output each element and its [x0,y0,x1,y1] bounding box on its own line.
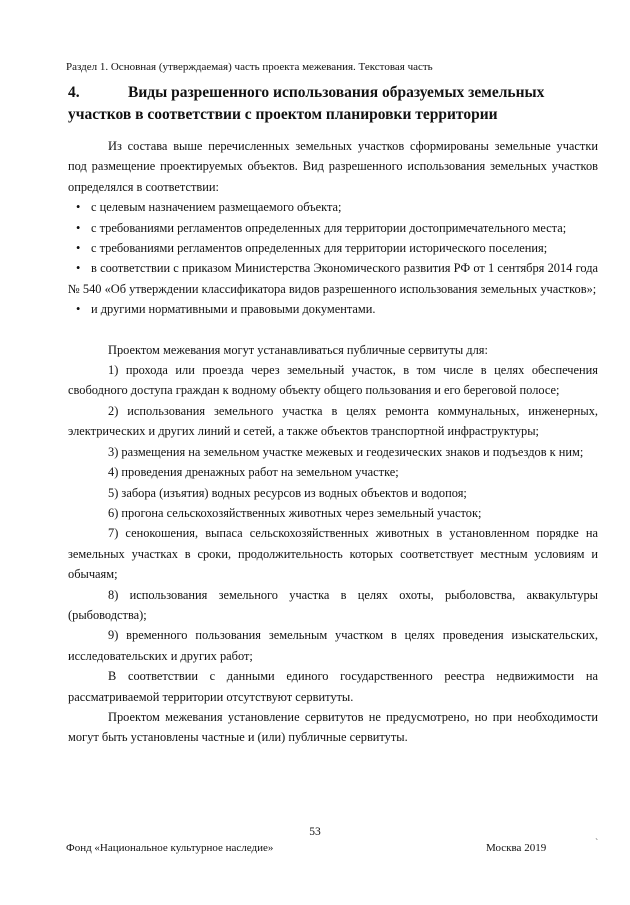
heading-number: 4. [68,84,80,101]
scan-mark: ` [595,838,599,849]
bullet-item: • с целевым назначением размещаемого объекта; [68,197,598,217]
servitude-item: 4) проведения дренажных работ на земельном участке; [108,465,399,480]
servitude-item: 6) прогона сельскохозяйственных животных через земельный участок; [108,505,482,520]
bullet-item: • с требованиями регламентов определенных для территории исторического поселения; [68,238,598,258]
section-header: Раздел 1. Основная (утверждаемая) часть проекта межевания. Текстовая часть [66,61,433,73]
page-number: 53 [309,826,321,838]
bullet-dot: • [76,220,81,235]
servitudes-intro: Проектом межевания могут устанавливаться публичные сервитуты для: [108,342,488,357]
bullet-dot: • [76,302,81,317]
bullet-dot: • [76,241,81,256]
document-body [68,136,598,748]
bullet-item: • и другими нормативными и правовыми документами. [68,299,598,319]
servitude-item: 5) забора (изъятия) водных ресурсов из водных объектов и водопоя; [108,485,467,500]
bullet-item: • с требованиями регламентов определенных для территории достопримечательного места; [68,218,598,238]
servitude-item: 7) сенокошения, выпаса сельскохозяйственных животных в установленном порядке на земельных участках в сроки, продолжительность которых соответствует местным условиям и обычаям; [68,526,598,582]
closing-paragraph: В соответствии с данными единого государственного реестра недвижимости на рассматриваемой территории отсутствуют сервитуты. [68,669,598,704]
servitude-item: 9) временного пользования земельным участком в целях проведения изыскательских, исследовательских и других работ; [68,628,598,663]
paragraph-gap [68,320,598,340]
footer-organization: Фонд «Национальное культурное наследие» [66,842,274,854]
servitude-item: 3) размещения на земельном участке межевых и геодезических знаков и подъездов к ним; [108,444,584,459]
intro-paragraph: Из состава выше перечисленных земельных участков сформированы земельные участки под размещение проектируемых объектов. Вид разрешенного использования земельных участков определялся в соответствии: [68,139,598,194]
servitude-item: 8) использования земельного участка в целях охоты, рыболовства, аквакультуры (рыбоводства); [68,587,598,622]
bullet-dot: • [76,261,81,276]
heading-title: Виды разрешенного использования образуемых земельных участков в соответствии с проектом планировки территории [68,84,545,123]
servitude-item: 1) прохода или проезда через земельный участок, в том числе в целях обеспечения свободного доступа граждан к водному объекту общего пользования и его береговой полосе; [68,363,598,398]
bullet-dot: • [76,200,81,215]
servitude-item: 2) использования земельного участка в целях ремонта коммунальных, инженерных, электрических и других линий и сетей, а также объектов транспортной инфраструктуры; [68,403,598,439]
footer-city-year: Москва 2019 [486,842,547,854]
closing-paragraph: Проектом межевания установление сервитутов не предусмотрено, но при необходимости могут быть установлены частные и (или) публичные сервитуты. [68,709,598,745]
bullet-item: • в соответствии с приказом Министерства Экономического развития РФ от 1 сентября 2014 года № 540 «Об утверждении классификатора видов разрешенного использования земельных участков»; [68,258,598,299]
section-heading [68,82,598,126]
